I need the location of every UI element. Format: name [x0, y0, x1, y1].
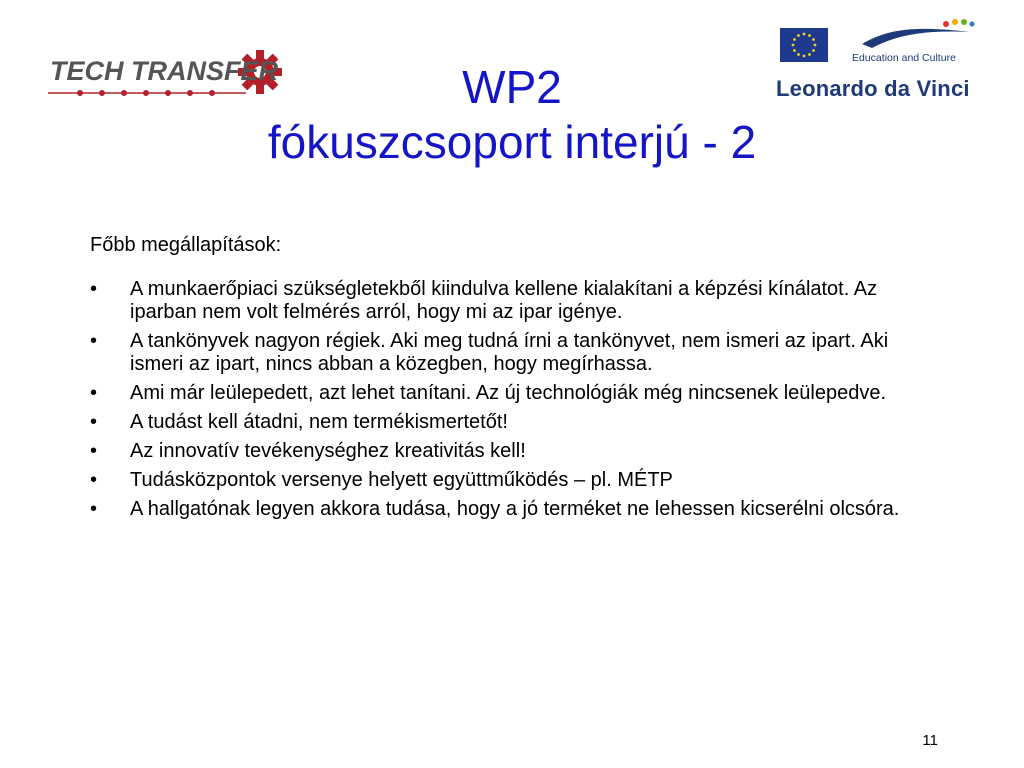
slide-title-line-1: WP2 [462, 61, 562, 113]
findings-heading: Főbb megállapítások: [90, 234, 282, 256]
slide-title-line-2: fókuszcsoport interjú - 2 [267, 116, 757, 168]
findings-list-item: • Az innovatív tevékenységhez kreativitás kell! [90, 440, 930, 463]
findings-list-item: • A tankönyvek nagyon régiek. Aki meg tudná írni a tankönyvet, nem ismeri az ipart. Aki ismeri az ipart, nincs abban a közegben, hogy megírhassa. [90, 330, 930, 376]
findings-list [90, 278, 930, 527]
findings-list-item: • A hallgatónak legyen akkora tudása, hogy a jó terméket ne lehessen kicserélni olcsóra. [90, 498, 930, 521]
findings-list-item: • Ami már leülepedett, azt lehet tanítani. Az új technológiák még nincsenek leülepedve. [90, 382, 930, 405]
findings-list-item: • Tudásközpontok versenye helyett együttműködés – pl. MÉTP [90, 469, 930, 492]
tech-transfer-logo-text: TECH TRANSFER [50, 56, 278, 86]
slide-title [150, 60, 874, 170]
leonardo-swoosh-icon [858, 18, 978, 50]
eu-flag-icon [780, 28, 828, 62]
leonardo-da-vinci-label: Leonardo da Vinci [776, 76, 970, 101]
findings-list-item: • A munkaerőpiaci szükségletekből kiindulva kellene kialakítani a képzési kínálatot. Az iparban nem volt felmérés arról, hogy mi az ipar igénye. [90, 278, 930, 324]
page-number: 11 [922, 732, 938, 749]
findings-list-item: • A tudást kell átadni, nem termékismertetőt! [90, 411, 930, 434]
education-and-culture-label: Education and Culture [852, 52, 956, 64]
